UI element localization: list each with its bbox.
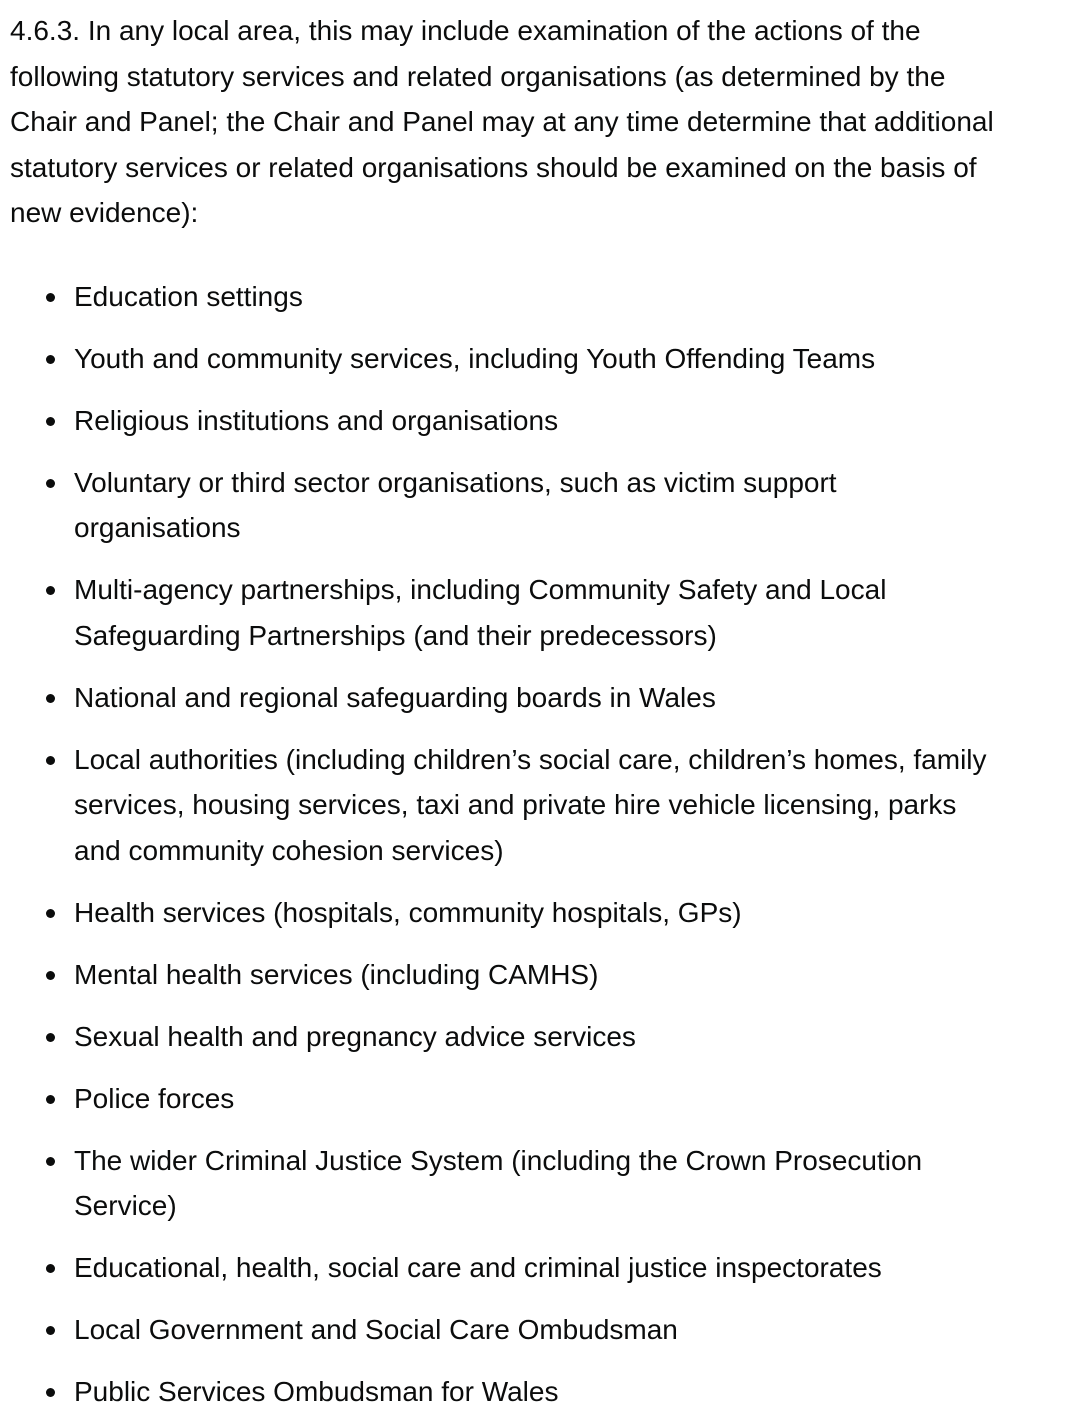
list-item-text: Police forces <box>74 1082 235 1114</box>
list-item <box>74 1245 1009 1291</box>
list-item <box>74 1307 1009 1353</box>
bullet-icon <box>46 355 55 364</box>
list-item <box>74 398 1009 444</box>
list-item-text: Local Government and Social Care Ombudsman <box>74 1314 678 1345</box>
list-item-text: Local authorities (including children’s social care, children’s homes, family services, housing services, taxi and private hire vehicle licensing, parks and community cohesion services) <box>74 743 987 866</box>
list-item <box>74 1138 1009 1229</box>
list-item-text: Mental health services (including CAMHS) <box>74 958 599 990</box>
list-item <box>74 274 1009 320</box>
section-intro-paragraph: 4.6.3. In any local area, this may include examination of the actions of the following statutory services and related organisations (as determined by the Chair and Panel; the Chair and Panel may at any time determine that additional statutory services or related organisations should be examined on the basis of new evidence): <box>10 15 994 228</box>
list-item <box>74 336 1009 382</box>
bullet-icon <box>46 909 55 918</box>
list-item-text: Religious institutions and organisations <box>74 404 559 436</box>
bullet-icon <box>46 1326 55 1335</box>
list-item-text: Multi-agency partnerships, including Community Safety and Local Safeguarding Partnerships (and their predecessors) <box>74 574 887 651</box>
list-item <box>74 890 1009 936</box>
bullet-icon <box>46 694 55 703</box>
bullet-icon <box>46 417 55 426</box>
bullet-icon <box>46 1157 55 1166</box>
list-item-text: Health services (hospitals, community hospitals, GPs) <box>74 896 742 928</box>
bullet-icon <box>46 1264 55 1273</box>
list-item <box>74 1076 1009 1122</box>
bullet-icon <box>46 293 55 302</box>
bullet-icon <box>46 1388 55 1397</box>
list-item <box>74 567 1009 658</box>
bullet-icon <box>46 1033 55 1042</box>
list-item-text: Education settings <box>74 280 303 312</box>
list-item <box>74 737 1009 874</box>
list-item-text: Public Services Ombudsman for Wales <box>74 1376 559 1407</box>
bullet-icon <box>46 479 55 488</box>
list-item <box>74 460 934 551</box>
organisations-list <box>10 274 1060 1415</box>
list-item <box>74 1014 1009 1060</box>
list-item-text: Educational, health, social care and criminal justice inspectorates <box>74 1252 882 1283</box>
list-item-text: Sexual health and pregnancy advice services <box>74 1020 636 1052</box>
list-item <box>74 1369 1009 1415</box>
bullet-icon <box>46 1095 55 1104</box>
bullet-icon <box>46 756 55 765</box>
list-item <box>74 675 1009 721</box>
list-item-text: Voluntary or third sector organisations, such as victim support organisations <box>74 466 837 543</box>
list-item-text: The wider Criminal Justice System (including the Crown Prosecution Service) <box>74 1144 923 1221</box>
list-item-text: National and regional safeguarding boards in Wales <box>74 681 716 713</box>
list-item <box>74 952 1009 998</box>
bullet-icon <box>46 971 55 980</box>
list-item-text: Youth and community services, including Youth Offending Teams <box>74 342 876 374</box>
bullet-icon <box>46 586 55 595</box>
